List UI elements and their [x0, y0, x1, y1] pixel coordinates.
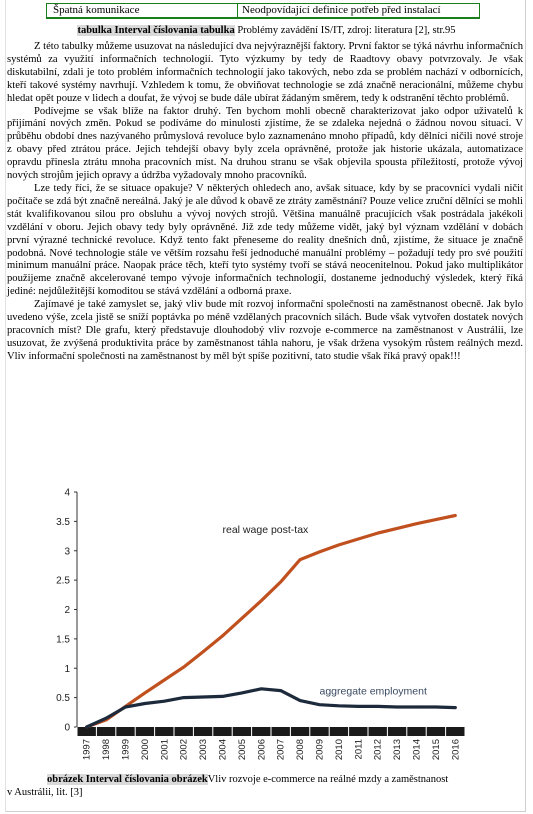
data-point — [454, 706, 456, 708]
data-point — [377, 532, 379, 534]
data-point — [280, 689, 282, 691]
data-point — [202, 651, 204, 653]
data-point — [318, 551, 320, 553]
x-tick-label: 1998 — [101, 739, 113, 761]
data-point — [163, 679, 165, 681]
data-point — [338, 705, 340, 707]
data-point — [105, 717, 107, 719]
paragraph: Lze tedy říci, že se situace opakuje? V některých ohledech ano, avšak situace, kdy by se pracovníci vydali ničit počítače se zdá být značně nereálná. Jaký je ale důvod k obavě ze ztráty zaměstnání? Pouze velice zruční dělníci se mohli stát kvalifikovanou silou pro obsluhu a vývoj nových strojů. Většina manuálně pracujících však postrádala jakékoli vzdělání v oboru. Jejich obavy tedy byly oprávněné. Již zde tedy můžeme vidět, jaký byl význam vzdělání v dobách první výrazné technické revoluce. Když tento fakt přeneseme do reality dnešních dnů, zjistíme, že situace je značně podobná. Nové technologie stále ve větším rozsahu řeší jednoduché manuální problémy – požadují tedy pro své použití minimum manuální práce. Naopak práce těch, kteří tyto systémy tvoří se stává neocenitelnou. Pokud jako multiplikátor použijeme značně akcelerované tempo vývoje informačních technologií, dostaneme jednoduchý výsledek, který říká jediné: nejdůležitější komoditou se stává vzdělání a odborná praxe. — [7, 182, 523, 298]
x-tick-label: 2009 — [314, 739, 326, 761]
data-point — [202, 696, 204, 698]
data-point — [280, 581, 282, 583]
data-point — [357, 705, 359, 707]
employment-wage-chart — [55, 484, 475, 766]
x-tick-label: 2005 — [236, 739, 248, 761]
data-point — [144, 702, 146, 704]
data-point — [86, 726, 88, 728]
paragraph: Zajímavé je také zamyslet se, jaký vliv bude mít rozvoj informační společnosti na zaměstnanost obecně. Jak bylo uvedeno výše, zcela jistě se sníží poptávka po méně vzdělaných pracovních silách. Bude však vytvořen dostatek nových pracovních míst? Dle grafu, který představuje dlouhodobý vliv rozvoje e-commerce na zaměstnanost v Austrálii, lze usuzovat, že zvýšená produktivita práce by zaměstnanost táhla nahoru, je však držena vysokým růstem reálných mezd. Vliv informační společnosti na zaměstnanost by měl být spíše pozitivní, tato studie však říká pravý opak!!! — [7, 299, 523, 362]
data-point — [396, 706, 398, 708]
x-tick-label: 2003 — [198, 739, 210, 761]
data-point — [318, 703, 320, 705]
data-point — [260, 599, 262, 601]
x-tick-label: 2002 — [178, 739, 190, 761]
data-point — [241, 692, 243, 694]
x-tick-label: 2007 — [275, 739, 287, 761]
data-point — [377, 705, 379, 707]
data-point — [338, 544, 340, 546]
x-tick-label: 2004 — [217, 739, 229, 761]
data-point — [299, 558, 301, 560]
y-tick-label: 3 — [64, 546, 70, 558]
x-tick-label: 2000 — [139, 739, 151, 761]
data-point — [260, 688, 262, 690]
figure-caption-text: Vliv rozvoje e-commerce na reálné mzdy a zaměstnanost — [207, 774, 449, 785]
data-point — [221, 695, 223, 697]
x-tick-label: 2014 — [411, 739, 423, 761]
data-point — [357, 538, 359, 540]
data-point — [221, 635, 223, 637]
y-tick-label: 1.5 — [56, 634, 70, 646]
x-tick-label: 2001 — [159, 739, 171, 761]
chart-svg — [55, 484, 475, 766]
x-tick-label: 2010 — [333, 739, 345, 761]
data-point — [124, 706, 126, 708]
data-point — [415, 523, 417, 525]
figure-caption-text-continued: v Austrálii, lit. [3] — [7, 787, 83, 798]
data-point — [415, 706, 417, 708]
figure-caption-label: obrázek Interval číslovania obrázek — [47, 774, 208, 785]
x-tick-label: 2011 — [353, 739, 365, 760]
x-tick-label: 1999 — [120, 739, 132, 761]
series-label: real wage post-tax — [222, 524, 309, 537]
x-tick-label: 2015 — [430, 739, 442, 761]
x-tick-label: 2013 — [392, 739, 404, 761]
figure-caption — [7, 773, 523, 799]
y-tick-label: 2.5 — [56, 575, 70, 587]
table-cell-left: Špatná komunikace — [53, 4, 140, 16]
data-point — [183, 666, 185, 668]
table-caption-text: Problémy zavádění IS/IT, zdroj: literatura [2], str.95 — [234, 25, 456, 36]
x-tick-label: 2008 — [295, 739, 307, 761]
data-point — [396, 527, 398, 529]
x-tick-label: 2006 — [256, 739, 268, 761]
x-tick-label: 2012 — [372, 739, 384, 761]
table-cell-right: Neodpovídající definice potřeb před instalací — [242, 4, 441, 16]
y-tick-label: 4 — [64, 487, 70, 499]
data-point — [163, 700, 165, 702]
y-tick-label: 0 — [64, 722, 70, 734]
data-point — [241, 617, 243, 619]
x-tick-label: 1997 — [81, 739, 93, 761]
paragraph: Podívejme se však blíže na faktor druhý. Ten bychom mohli obecně charakterizovat jako odpor uživatelů k přijímání nových změn. Pokud se podíváme do minulosti zjistíme, že se zdaleka nejedná o žádnou novou situaci. V průběhu období dnes nazývaného průmyslová revoluce bylo zaznamenáno mnoho případů, kdy dělníci ničili nové stroje z obavy před ztrátou práce. Jejich tehdejší obavy byly zcela oprávněné, protože jak historie ukázala, automatizace opravdu přinesla ztrátu mnoha pracovních míst. Na druhou stranu se však objevila spousta příležitostí, protože vývoj nových strojům jejich opravy a údržba vyžadovaly mnoho pracovníků. — [7, 105, 523, 182]
data-point — [299, 699, 301, 701]
y-tick-label: 3.5 — [56, 516, 70, 528]
problems-table-row — [46, 3, 480, 19]
body-text — [7, 41, 523, 364]
series-label: aggregate employment — [319, 685, 427, 698]
data-point — [144, 692, 146, 694]
data-point — [435, 706, 437, 708]
table-divider — [237, 4, 238, 18]
y-tick-label: 0.5 — [56, 693, 70, 705]
paragraph: Z této tabulky můžeme usuzovat na následující dva nejvýraznější faktory. První faktor se týká návrhu informačních systémů za využití informačních technologií. Tyto výzkumy by tedy de Raadtovy obavy potvrzovaly. Je však diskutabilní, zdali je toto problém informačních technologií jako takových, nebo zda se problém nachází v odbornících, kteří takové systémy navrhují. Vzhledem k tomu, že obviňovat technologie se zdá značně neracionální, můžeme chybu hledat opět pouze v lidech a doufat, že vývoj se bude dále ubírat žádaným směrem, tedy k odstranění těchto problémů. — [7, 41, 523, 104]
table-caption — [0, 24, 533, 37]
y-tick-label: 2 — [64, 605, 70, 616]
data-point — [454, 514, 456, 516]
data-point — [435, 518, 437, 520]
data-point — [183, 696, 185, 698]
x-tick-label: 2016 — [450, 739, 462, 761]
y-tick-label: 1 — [64, 663, 70, 675]
table-caption-label: tabulka Interval číslovania tabulka — [77, 25, 235, 36]
